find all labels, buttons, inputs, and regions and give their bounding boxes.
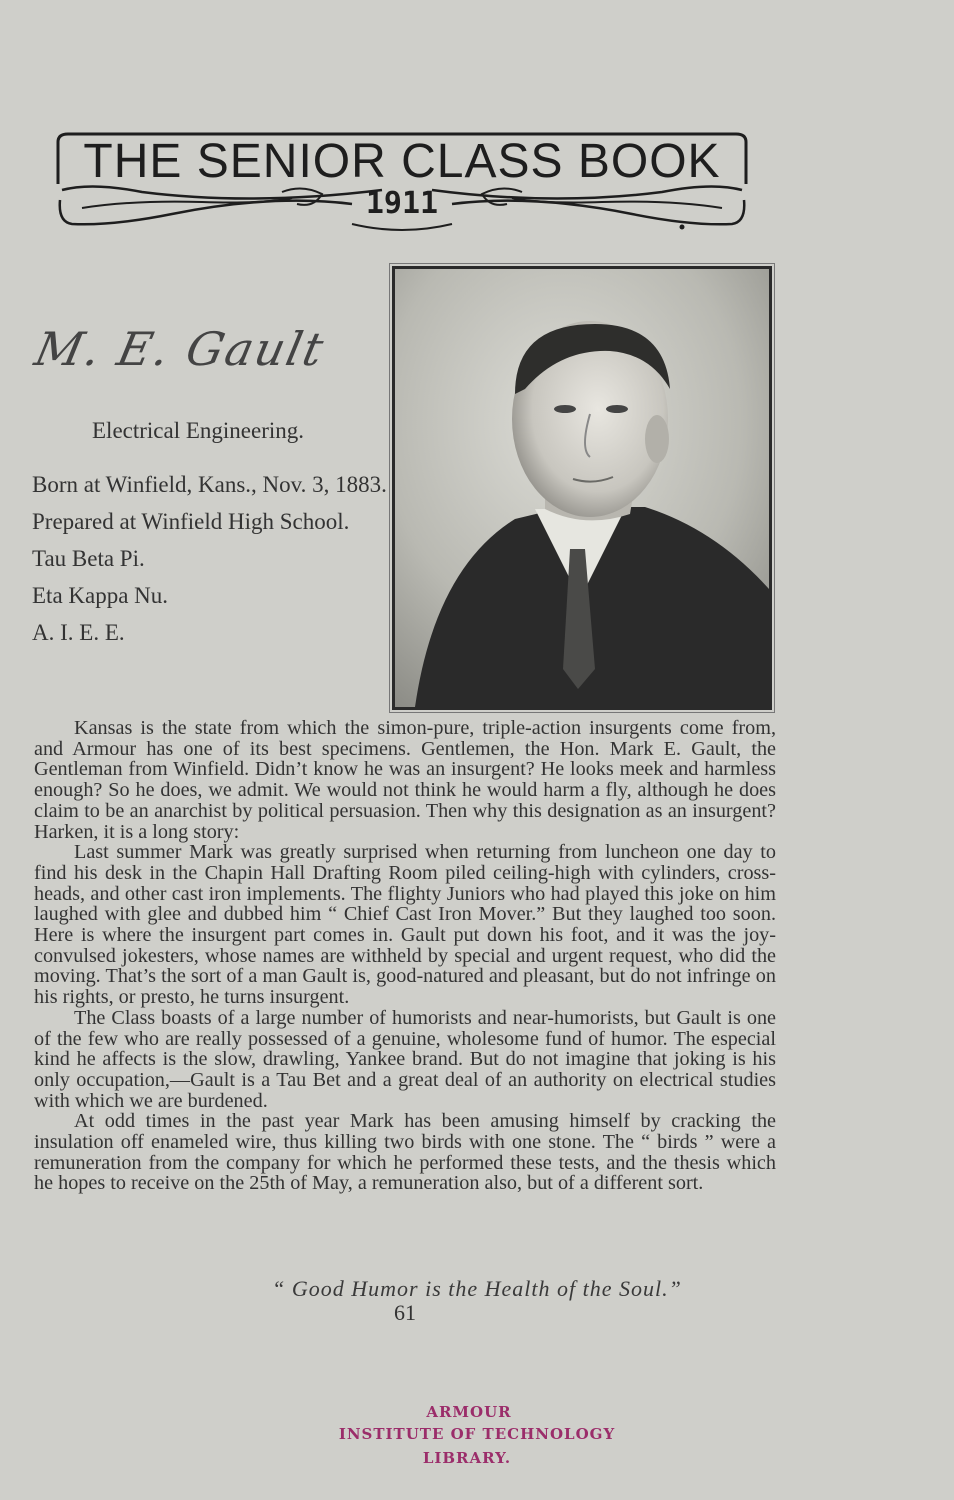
library-stamp-line-1: ARMOUR <box>426 1403 512 1421</box>
signature <box>30 310 376 400</box>
library-stamp-line-3: LIBRARY. <box>422 1449 512 1467</box>
portrait-photo <box>392 266 772 710</box>
fact-prepared: Prepared at Winfield High School. <box>32 509 350 534</box>
page-number: 61 <box>394 1300 416 1325</box>
article-body <box>34 718 776 1194</box>
fact-eta-kappa-nu: Eta Kappa Nu. <box>32 583 169 608</box>
paragraph-joke: Last summer Mark was greatly surprised when returning from luncheon one day to find his desk in the Chapin Hall Drafting Room piled ceiling-high with cylinders, cross-heads, and other cast iron implements. The flighty Juniors who had played this joke on him laughed with glee and dubbed him “ Chief Cast Iron Mover.” But they laughed too soon. Here is where the insurgent part comes in. Gault put down his foot, and it was the joy-convulsed jokesters, whose names are withheld by special and urgent request, who did the moving. That’s the sort of a man Gault is, good-natured and pleasant, but do not infringe on his rights, or presto, he turns insurgent. <box>34 841 776 1009</box>
major-heading: Electrical Engineering. <box>92 418 305 443</box>
paragraph-tests: At odd times in the past year Mark has been amusing himself by cracking the insulation off enameled wire, thus killing two birds with one stone. The “ birds ” were a remuneration from the company for which he performed these tests, and the thesis which he hopes to receive on the 25th of May, a remuneration also, but of a different sort. <box>34 1110 776 1195</box>
closing-quote: “ Good Humor is the Health of the Soul.” <box>272 1276 682 1301</box>
book-title: THE SENIOR CLASS BOOK <box>83 135 721 188</box>
header-banner <box>52 128 752 236</box>
facts-list <box>32 418 392 651</box>
book-year: 1911 <box>365 186 439 221</box>
paragraph-humor: The Class boasts of a large number of humorists and near-humorists, but Gault is one of the few who are really possessed of a genuine, wholesome fund of humor. The especial kind he affects is the slow, drawling, Yankee brand. But do not imagine that joking is his only occupation,—Gault is a Tau Bet and a great deal of an authority on electrical studies with which we are burdened. <box>34 1006 776 1112</box>
fact-tau-beta-pi: Tau Beta Pi. <box>32 546 145 571</box>
fact-aiee: A. I. E. E. <box>32 620 125 645</box>
library-stamp-line-2: INSTITUTE OF TECHNOLOGY <box>338 1425 616 1443</box>
paragraph-intro: Kansas is the state from which the simon-pure, triple-action insurgents come from, and Armour has one of its best specimens. Gentlemen, the Hon. Mark E. Gault, the Gentleman from Winfield. Didn’t know he was an insurgent? He looks meek and harmless enough? So he does, we admit. We would not think he would harm a fly, although he does claim to be an anarchist by political persuasion. Then why this designation as an insurgent? Harken, it is a long story: <box>34 717 776 843</box>
portrait-image <box>395 269 769 707</box>
signature-text: M. E. Gault <box>30 322 330 376</box>
fact-born: Born at Winfield, Kans., Nov. 3, 1883. <box>32 472 387 497</box>
